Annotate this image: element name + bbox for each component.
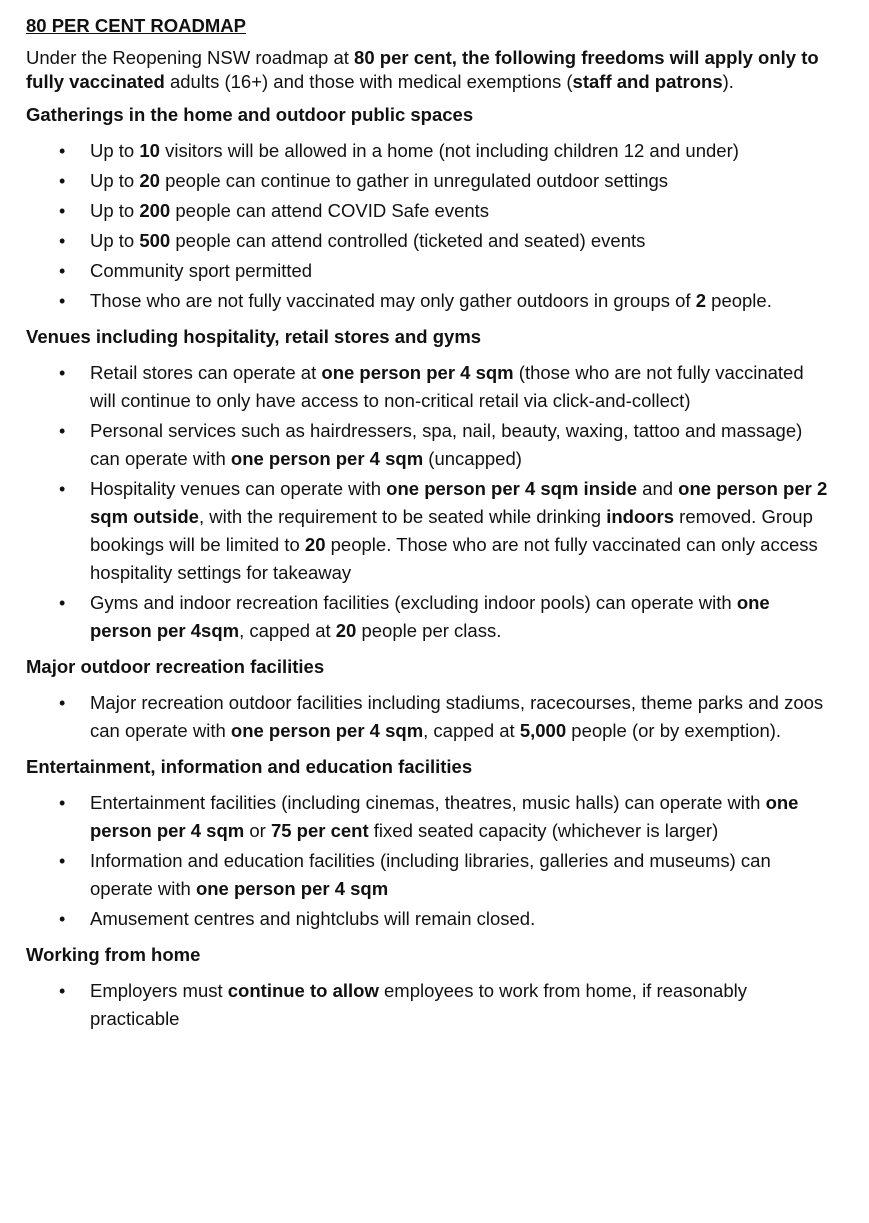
intro-text: ). [722, 70, 734, 92]
list-item [26, 287, 829, 315]
item-text: Retail stores can operate at [90, 362, 322, 383]
section-list-venues [26, 359, 829, 645]
bullet-icon: • [59, 141, 66, 161]
list-item [26, 137, 829, 165]
intro-text: adults (16+) and those with medical exemptions ( [164, 70, 573, 92]
item-text: Employers must [90, 980, 228, 1001]
item-bold: one person per 4sqm [90, 592, 770, 641]
list-item [26, 689, 829, 745]
item-text: people per class. [356, 620, 502, 641]
item-bold: one person per 4 sqm [90, 792, 799, 841]
section-list-working-from-home [26, 977, 829, 1033]
bullet-icon: • [59, 909, 66, 929]
item-text: employees to work from home, if reasonably practicable [90, 980, 747, 1029]
item-text: people can attend COVID Safe events [170, 200, 490, 221]
item-bold: 2 [695, 290, 707, 311]
item-bold: 20 [304, 534, 326, 555]
bullet-icon: • [59, 291, 66, 311]
item-bold: continue to allow [227, 980, 379, 1001]
item-text: Gyms and indoor recreation facilities (excluding indoor pools) can operate with [90, 592, 737, 613]
bullet-icon: • [59, 231, 66, 251]
list-item [26, 475, 829, 587]
bullet-icon: • [59, 593, 66, 613]
section-heading-outdoor-recreation: Major outdoor recreation facilities [26, 656, 325, 677]
section-list-outdoor-recreation [26, 689, 829, 745]
item-text: people. Those who are not fully vaccinated can only access hospitality settings for takeaway [90, 534, 818, 583]
intro-bold: staff and patrons [572, 70, 723, 92]
item-text: Up to [90, 170, 140, 191]
list-item [26, 977, 829, 1033]
item-bold: one person per 2 sqm outside [90, 478, 828, 527]
item-text: (uncapped) [423, 448, 522, 469]
bullet-icon: • [59, 851, 66, 871]
item-text: , capped at [423, 720, 520, 741]
bullet-icon: • [59, 479, 66, 499]
item-text: Information and education facilities (including libraries, galleries and museums) can operate with [90, 850, 771, 899]
item-text: , with the requirement to be seated while drinking [198, 506, 607, 527]
section-heading-entertainment: Entertainment, information and education facilities [26, 756, 473, 777]
item-text: people. [706, 290, 772, 311]
item-text: or [244, 820, 271, 841]
item-text: Major recreation outdoor facilities including stadiums, racecourses, theme parks and zoos can operate with [90, 692, 824, 741]
item-bold: one person per 4 sqm [321, 362, 514, 383]
item-bold: 5,000 [519, 720, 567, 741]
bullet-icon: • [59, 693, 66, 713]
section-list-gatherings [26, 137, 829, 315]
list-item [26, 359, 829, 415]
section-list-entertainment [26, 789, 829, 933]
list-item [26, 417, 829, 473]
list-item [26, 589, 829, 645]
intro-text: Under the Reopening NSW roadmap at [26, 47, 355, 68]
bullet-icon: • [59, 363, 66, 383]
item-text: Personal services such as hairdressers, spa, nail, beauty, waxing, tattoo and massage) can operate with [90, 420, 803, 469]
list-item [26, 227, 829, 255]
item-text: Entertainment facilities (including cinemas, theatres, music halls) can operate with [90, 792, 766, 813]
item-text: Community sport permitted [90, 260, 313, 281]
list-item [26, 847, 829, 903]
item-bold: 500 [139, 230, 171, 251]
bullet-icon: • [59, 261, 66, 281]
item-text: Hospitality venues can operate with [90, 478, 387, 499]
item-bold: one person per 4 sqm [230, 720, 424, 741]
item-text: people (or by exemption). [566, 720, 782, 741]
item-text: (those who are not fully vaccinated will continue to only have access to non-critical retail via click-and-collect) [90, 362, 804, 411]
item-bold: one person per 4 sqm [230, 448, 424, 469]
item-bold: one person per 4 sqm inside [386, 478, 638, 499]
item-bold: indoors [606, 506, 675, 527]
section-heading-working-from-home: Working from home [26, 944, 201, 965]
section-heading-gatherings: Gatherings in the home and outdoor public spaces [26, 104, 474, 125]
bullet-icon: • [59, 981, 66, 1001]
bullet-icon: • [59, 171, 66, 191]
item-text: Up to [90, 140, 140, 161]
item-text: people can attend controlled (ticketed and seated) events [170, 230, 646, 251]
list-item [26, 167, 829, 195]
list-item [26, 257, 829, 285]
item-text: Up to [90, 200, 140, 221]
item-text: people can continue to gather in unregulated outdoor settings [159, 170, 669, 191]
list-item [26, 789, 829, 845]
item-bold: 200 [139, 200, 171, 221]
item-text: visitors will be allowed in a home (not including children 12 and under) [159, 140, 739, 161]
item-bold: one person per 4 sqm [195, 878, 389, 899]
item-text: and [637, 478, 679, 499]
bullet-icon: • [59, 793, 66, 813]
item-text: Those who are not fully vaccinated may only gather outdoors in groups of [90, 290, 696, 311]
bullet-icon: • [59, 201, 66, 221]
item-text: fixed seated capacity (whichever is larger) [368, 820, 719, 841]
intro-paragraph [26, 46, 829, 93]
item-text: Up to [90, 230, 140, 251]
item-bold: 75 per cent [270, 820, 369, 841]
item-text: removed. Group bookings will be limited to [90, 506, 813, 555]
section-heading-venues: Venues including hospitality, retail stores and gyms [26, 326, 482, 347]
bullet-icon: • [59, 421, 66, 441]
intro-bold: 80 per cent, the following freedoms will apply only to fully vaccinated [26, 47, 819, 92]
item-text: Amusement centres and nightclubs will remain closed. [90, 908, 536, 929]
item-bold: 20 [139, 170, 160, 191]
item-bold: 20 [335, 620, 357, 641]
item-bold: 10 [139, 140, 160, 161]
list-item [26, 197, 829, 225]
page-title: 80 PER CENT ROADMAP [26, 15, 246, 36]
item-text: , capped at [239, 620, 336, 641]
list-item [26, 905, 829, 933]
